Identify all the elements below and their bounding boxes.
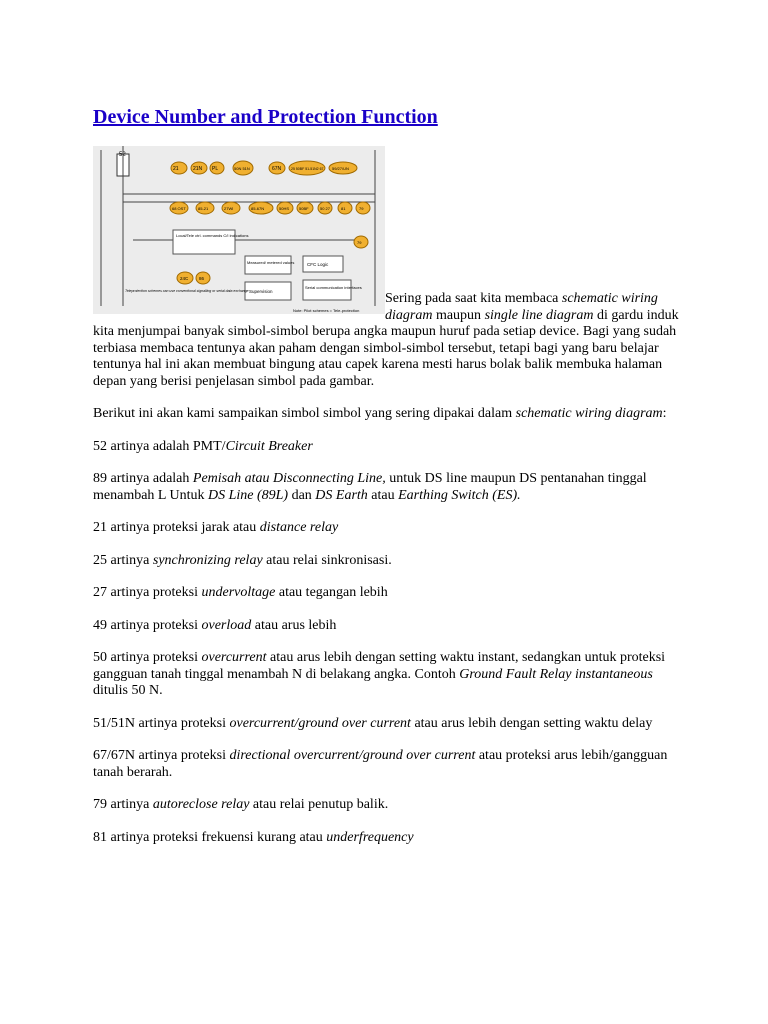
emphasis: Circuit Breaker xyxy=(225,438,313,454)
teleprotection-note: Teleprotection schemes can use conventional signalling or serial data exchange xyxy=(125,289,249,293)
relay-label: 50BF xyxy=(299,206,309,211)
paragraph-67 xyxy=(93,748,681,781)
article-body xyxy=(93,146,681,862)
pilot-note: Note: Pilot schemes = Tele-protection xyxy=(293,308,360,313)
protection-diagram xyxy=(93,146,385,314)
relay-label: 50N 51N xyxy=(234,166,250,171)
text: 27 artinya proteksi xyxy=(93,585,202,600)
paragraph-81 xyxy=(93,830,681,847)
emphasis: directional overcurrent/ground over current xyxy=(229,748,476,763)
relay-label: 25 50BF 51-51N2 67 xyxy=(291,167,324,171)
emphasis: Earthing Switch (ES). xyxy=(398,487,521,503)
paragraph-21 xyxy=(93,520,681,537)
text: atau tegangan lebih xyxy=(275,585,388,600)
emphasis: autoreclose relay xyxy=(152,797,250,812)
emphasis: Pemisah atau Disconnecting Line, xyxy=(192,471,386,486)
emphasis: underfrequency xyxy=(326,829,414,845)
relay-label: 79 xyxy=(357,240,362,245)
text: di gardu induk kita menjumpai banyak simbol-simbol berupa angka maupun huruf pada setiap device. Bagi yang sudah terbiasa membaca tentunya akan paham dengan simbol-simbol tersebut, tetapi bagi yang baru belajar tentunya hal ini akan membuat bingung atau capek karena mesti harus bolak balik membuka halaman depan yang berisi penjelasan simbol pada gambar. xyxy=(93,307,679,389)
relay-label: 85-21 xyxy=(198,206,209,211)
paragraph-51 xyxy=(93,716,681,733)
paragraph-89 xyxy=(93,471,681,504)
text: 67/67N artinya proteksi xyxy=(93,748,230,763)
commands-box-label: Local/Tele ctrl. commands C/I indications xyxy=(176,233,249,238)
emphasis: schematic wiring diagram xyxy=(515,406,663,421)
emphasis: overcurrent xyxy=(201,650,267,665)
supervision-box-label: Supervision xyxy=(249,289,273,294)
relay-label: 21 xyxy=(173,166,179,172)
text: 79 artinya xyxy=(93,797,153,812)
emphasis: DS Line (89L) xyxy=(207,487,289,503)
text: 81 artinya proteksi frekuensi kurang atau xyxy=(93,829,327,845)
serial-box-label: Serial communication interfaces xyxy=(305,285,362,290)
text: atau relai sinkronisasi. xyxy=(262,552,392,568)
paragraph-25 xyxy=(93,553,681,570)
text: Sering pada saat kita membaca xyxy=(385,291,562,306)
relay-label: 50 27 xyxy=(320,206,331,211)
emphasis: synchronizing relay xyxy=(152,552,263,568)
relay-label: 86 xyxy=(199,276,205,281)
emphasis: distance relay xyxy=(259,520,339,535)
text: atau arus lebih dengan setting waktu instant, sedangkan untuk proteksi gangguan tanah tinggal menambah N di belakang angka. Contoh xyxy=(93,650,666,682)
emphasis: overload xyxy=(201,617,252,633)
relay-label: 24C xyxy=(180,276,189,281)
relay-label: 21N xyxy=(193,166,203,172)
text: 52 artinya adalah PMT/ xyxy=(93,438,226,454)
text: 50 artinya proteksi xyxy=(93,650,202,665)
measured-box-label: Measured/ metered values xyxy=(247,260,295,265)
paragraph-27 xyxy=(93,585,681,602)
text: atau relai penutup balik. xyxy=(249,797,389,812)
emphasis: undervoltage xyxy=(201,585,276,600)
text: 21 artinya proteksi jarak atau xyxy=(93,520,260,535)
relay-label: 85-67N xyxy=(251,206,265,211)
emphasis: single line diagram xyxy=(484,307,594,323)
breaker-label: 52 xyxy=(119,152,126,158)
text: maupun xyxy=(432,307,485,323)
text: 51/51N artinya proteksi xyxy=(93,715,230,731)
text: Berikut ini akan kami sampaikan simbol simbol yang sering dipakai dalam xyxy=(93,406,516,421)
relay-label: 81 xyxy=(341,206,346,211)
text: atau arus lebih dengan setting waktu delay xyxy=(410,715,653,731)
cfc-box-label: CFC Logic xyxy=(307,262,329,267)
diagram-svg xyxy=(93,146,385,314)
text: untuk DS line maupun DS pentanahan tinggal menambah L Untuk xyxy=(93,471,647,503)
paragraph-49 xyxy=(93,618,681,635)
text: dan xyxy=(288,487,316,503)
text: 49 artinya proteksi xyxy=(93,617,202,633)
paragraph-symbols-intro xyxy=(93,406,681,423)
paragraph-52 xyxy=(93,439,681,456)
emphasis: Ground Fault Relay instantaneous xyxy=(459,666,653,682)
relay-label: 68 OST xyxy=(172,206,186,211)
page-title[interactable]: Device Number and Protection Function xyxy=(93,106,438,128)
emphasis: schematic wiring diagram xyxy=(385,291,658,323)
relay-label: 67N xyxy=(272,166,282,172)
relay-label: 59/27/UN xyxy=(332,166,349,171)
text: 89 artinya adalah xyxy=(93,471,193,486)
text: : xyxy=(662,406,667,421)
relay-label: 79 xyxy=(359,206,364,211)
relay-label: 27WI xyxy=(224,206,234,211)
paragraph-79 xyxy=(93,797,681,814)
emphasis: overcurrent/ground over current xyxy=(229,715,411,731)
text: atau xyxy=(367,487,399,503)
text: 25 artinya xyxy=(93,552,153,568)
emphasis: DS Earth xyxy=(315,487,368,503)
relay-label: 50HS xyxy=(279,206,290,211)
text: atau arus lebih xyxy=(251,617,337,633)
paragraph-50 xyxy=(93,650,681,700)
text: ditulis 50 N. xyxy=(93,683,163,698)
text: atau proteksi arus lebih/gangguan tanah berarah. xyxy=(93,748,668,780)
relay-label: PL xyxy=(212,166,219,172)
